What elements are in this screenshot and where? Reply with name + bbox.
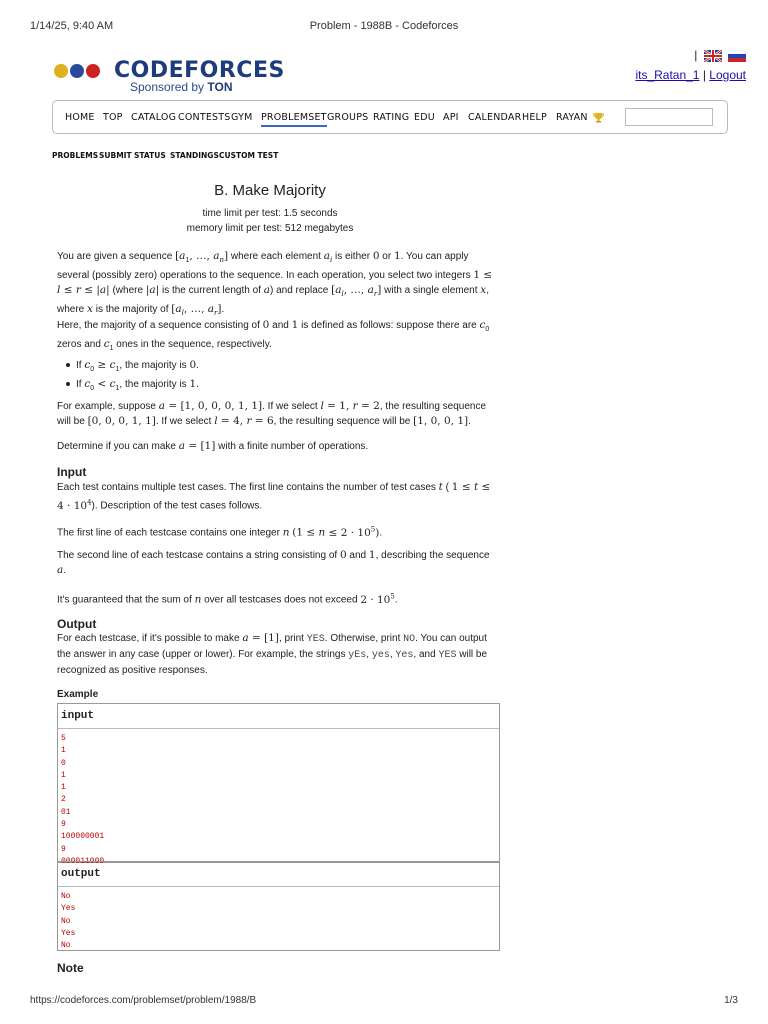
output-heading: Output [57,617,97,631]
ornament-yellow-icon [54,64,68,78]
majority-rule-list [66,358,199,396]
nav-contests[interactable]: CONTESTS [178,112,231,123]
example-input-label: input [58,704,499,729]
output-line: No [61,916,71,926]
input-paragraph-1: Each test contains multiple test cases. The first line contains the number of test cases t ( $1 \le t \le 4 \cdot 10^4$). Description of the test cases follows. [57,481,491,512]
nav-api[interactable]: API [443,112,459,123]
logo-text-forces: FORCES [184,58,285,83]
print-page-title: Problem - 1988B - Codeforces [309,20,459,32]
ornament-red-icon [86,64,100,78]
statement-paragraph-1: You are given a sequence [$a_1$, …, $a_n$] where each element $a_i$ is either 0 or 1. You can apply several (possibly zero) operations to the sequence. In each operation, you select two integers 1 ≤ l ≤ r ≤ |a| (where |a| is the current length of a) and replace [$a_l$, …, $a_r$] with a single element x, where x is the majority of [$a_l$, …, $a_r$]. [57,250,493,318]
sponsor-prefix: Sponsored by [130,80,205,94]
input-line: 01 [61,807,71,817]
ornament-blue-icon [70,64,84,78]
print-datetime: 1/14/25, 9:40 AM [30,20,114,32]
input-heading: Input [57,465,87,479]
user-separator: | [702,68,706,82]
output-line: No [61,892,71,901]
nav-problemset[interactable]: PROBLEMSET [261,112,327,127]
subnav-custom-test[interactable]: CUSTOM TEST [219,151,279,160]
output-line: Yes [61,928,76,938]
example-output-box [57,861,500,951]
sponsor-name: TON [207,80,233,94]
nav-edu[interactable]: EDU [414,112,435,123]
output-paragraph: For each testcase, if it's possible to make a = [1], print YES. Otherwise, print NO. You can output the answer in any case (upper or lower). For example, the strings yEs, yes, Yes, and YES will be recognized as positive responses. [57,632,488,676]
user-box [635,48,746,82]
input-line: 5 [61,734,66,743]
problem-title: B. Make Majority [214,182,326,199]
input-paragraph-4: It's guaranteed that the sum of n over all testcases does not exceed $2 \cdot 10^5$. [57,592,398,606]
output-line: Yes [61,904,76,914]
subnav-status[interactable]: STATUS [134,151,166,160]
input-line: 9 [61,844,66,854]
trophy-icon [593,112,604,123]
main-navbar [52,100,728,134]
example-heading: Example [57,689,99,700]
input-line: 1 [61,783,66,793]
english-flag-icon[interactable] [704,50,722,62]
input-line: 1 [61,770,66,780]
memory-limit: memory limit per test: 512 megabytes [186,223,354,234]
input-line: 9 [61,820,66,830]
nav-rating[interactable]: RATING [373,112,410,123]
input-line: 0 [61,758,66,768]
input-line: 1 [61,746,66,756]
input-paragraph-3: The second line of each testcase contains a string consisting of 0 and 1, describing the sequence a. [57,549,490,576]
input-line: 2 [61,795,66,805]
example-input-box [57,703,500,866]
majority-rule-1: If $c_0 \ge c_1$, the majority is 0. [66,358,199,377]
statement-example: For example, suppose a = [1, 0, 0, 0, 1, 1]. If we select l = 1, r = 2, the resulting sequence will be [0, 0, 0, 1, 1]. If we select l = 4, r = 6, the resulting sequence will be [1, 0, 0, 1]. [57,400,487,427]
output-line: No [61,941,71,951]
example-input-lines[interactable] [58,729,499,868]
nav-help[interactable]: HELP [522,112,547,123]
nav-catalog[interactable]: CATALOG [131,112,177,123]
input-paragraph-2: The first line of each testcase contains one integer n $(1 \le n \le 2 \cdot 10^5)$. [57,525,383,539]
subnav-problems[interactable]: PROBLEMS [52,151,99,160]
statement-paragraph-2: Here, the majority of a sequence consisting of 0 and 1 is defined as follows: suppose there are $c_0$ zeros and $c_1$ ones in the sequence, respectively. [57,319,490,352]
search-input[interactable] [625,108,713,126]
time-limit: time limit per test: 1.5 seconds [202,208,338,219]
nav-rayan[interactable] [556,112,604,123]
statement-task: Determine if you can make a = [1] with a finite number of operations. [57,440,369,452]
russian-flag-icon[interactable] [728,50,746,62]
majority-rule-2: If $c_0 < c_1$, the majority is 1. [66,377,199,396]
codeforces-logo[interactable] [52,58,312,98]
nav-groups[interactable]: GROUPS [327,112,369,123]
subnav-standings[interactable]: STANDINGS [170,151,219,160]
subnav-submit[interactable]: SUBMIT [99,151,132,160]
note-heading: Note [57,961,84,975]
print-footer-page: 1/3 [724,995,738,1006]
example-output-label: output [58,862,499,887]
nav-gym[interactable]: GYM [231,112,253,123]
sponsor-line [130,80,233,94]
example-output-lines[interactable] [58,887,499,952]
nav-rayan-label: RAYAN [556,112,588,123]
logo-text-code: CODE [114,58,185,83]
logout-link[interactable]: Logout [709,68,746,82]
input-line: 100000001 [61,832,105,842]
nav-top[interactable]: TOP [103,112,123,123]
print-footer-url: https://codeforces.com/problemset/problem/1988/B [30,995,257,1006]
username-link[interactable]: its_Ratan_1 [635,68,700,82]
nav-home[interactable]: HOME [65,112,95,123]
input-line: 000011000 [61,856,105,866]
nav-calendar[interactable]: CALENDAR [468,112,522,123]
top-separator: | [694,48,698,62]
